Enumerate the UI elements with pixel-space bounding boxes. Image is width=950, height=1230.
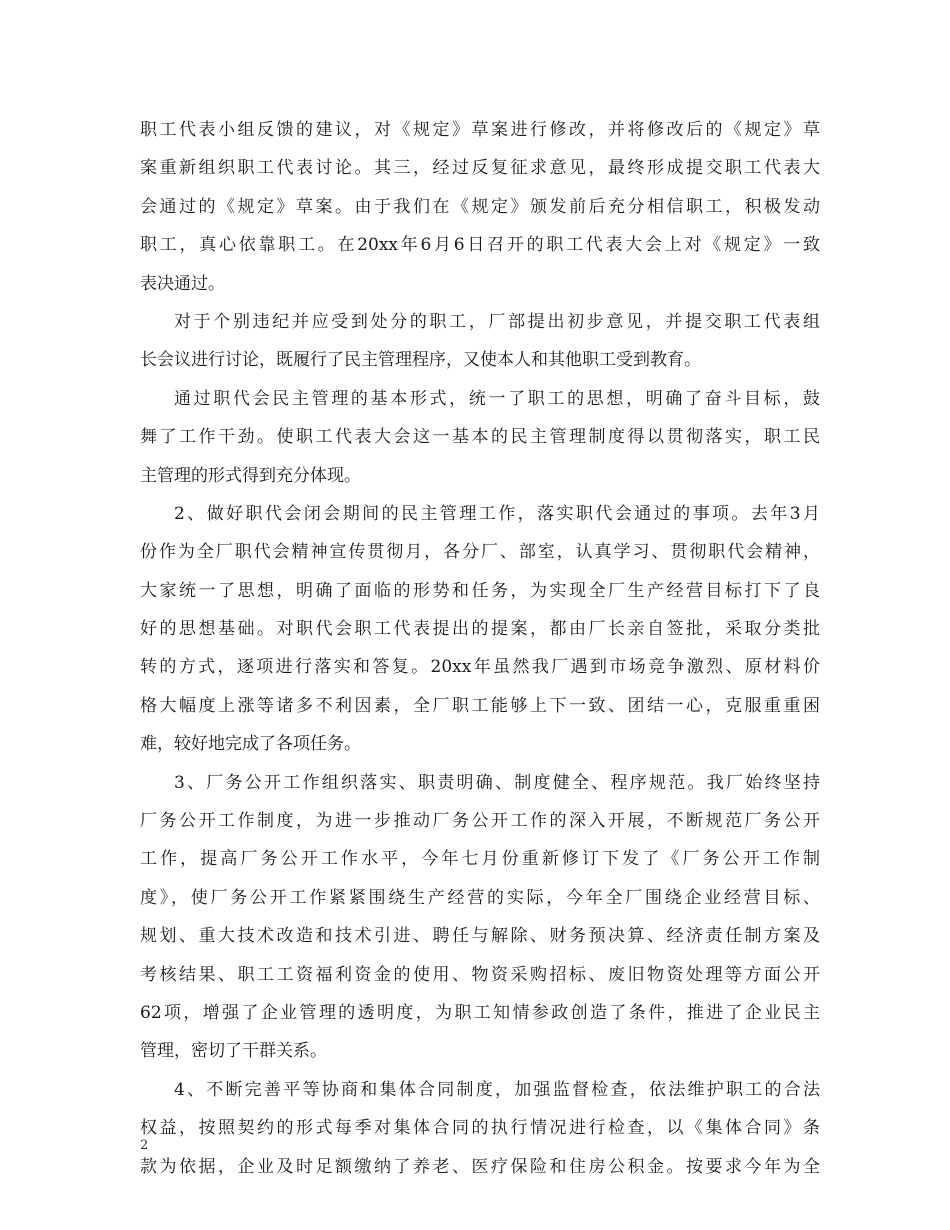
paragraph-first-line: 2、做好职代会闭会期间的民主管理工作，落实职代会通过的事项。去年3月	[174, 503, 820, 524]
paragraph-first-line: 4、不断完善平等协商和集体合同制度，加强监督检查，依法维护职工的合法	[174, 1079, 820, 1100]
text-line: 款为依据，企业及时足额缴纳了养老、医疗保险和住房公积金。按要求今年为全	[140, 1156, 820, 1177]
document-body	[140, 111, 820, 1186]
text-line: 管理，密切了干群关系。	[140, 1041, 327, 1062]
text-line: 表决通过。	[140, 273, 225, 294]
paragraph-first-line: 3、厂务公开工作组织落实、职责明确、制度健全、程序规范。我厂始终坚持	[174, 772, 820, 793]
paragraph-first-line: 对于个别违纪并应受到处分的职工，厂部提出初步意见，并提交职工代表组	[174, 311, 820, 332]
text-line: 长会议进行讨论，既履行了民主管理程序，又使本人和其他职工受到教育。	[140, 350, 701, 371]
text-line: 考核结果、职工工资福利资金的使用、物资采购招标、废旧物资处理等方面公开	[140, 964, 820, 985]
text-line: 格大幅度上涨等诸多不利因素，全厂职工能够上下一致、团结一心，克服重重困	[140, 695, 820, 716]
text-line: 大家统一了思想，明确了面临的形势和任务，为实现全厂生产经营目标打下了良	[140, 580, 820, 601]
text-line: 转的方式，逐项进行落实和答复。20xx年虽然我厂遇到市场竞争激烈、原材料价	[140, 657, 820, 678]
text-line: 会通过的《规定》草案。由于我们在《规定》颁发前后充分相信职工，积极发动	[140, 196, 820, 217]
text-line: 权益，按照契约的形式每季对集体合同的执行情况进行检查，以《集体合同》条	[140, 1118, 820, 1139]
paragraph-first-line: 通过职代会民主管理的基本形式，统一了职工的思想，明确了奋斗目标，鼓	[174, 388, 820, 409]
text-line: 职工，真心依靠职工。在20xx年6月6日召开的职工代表大会上对《规定》一致	[140, 235, 820, 256]
text-line: 主管理的形式得到充分体现。	[140, 465, 361, 486]
text-line: 职工代表小组反馈的建议，对《规定》草案进行修改，并将修改后的《规定》草	[140, 120, 820, 140]
text-line: 好的思想基础。对职代会职工代表提出的提案，都由厂长亲自签批，采取分类批	[140, 619, 820, 640]
text-line: 难，较好地完成了各项任务。	[140, 734, 361, 755]
text-line: 工作，提高厂务公开工作水平，今年七月份重新修订下发了《厂务公开工作制	[140, 849, 820, 870]
text-line: 舞了工作干劲。使职工代表大会这一基本的民主管理制度得以贯彻落实，职工民	[140, 427, 820, 448]
text-line: 份作为全厂职代会精神宣传贯彻月，各分厂、部室，认真学习、贯彻职代会精神，	[140, 542, 820, 563]
text-line: 案重新组织职工代表讨论。其三，经过反复征求意见，最终形成提交职工代表大	[140, 158, 820, 179]
text-line: 度》，使厂务公开工作紧紧围绕生产经营的实际，今年全厂围绕企业经营目标、	[140, 887, 820, 908]
text-line: 规划、重大技术改造和技术引进、聘任与解除、财务预决算、经济责任制方案及	[140, 926, 820, 947]
text-line: 62项，增强了企业管理的透明度，为职工知情参政创造了条件，推进了企业民主	[140, 1002, 820, 1023]
text-line: 厂务公开工作制度，为进一步推动厂务公开工作的深入开展，不断规范厂务公开	[140, 811, 820, 832]
page-number: 2	[140, 1138, 149, 1153]
